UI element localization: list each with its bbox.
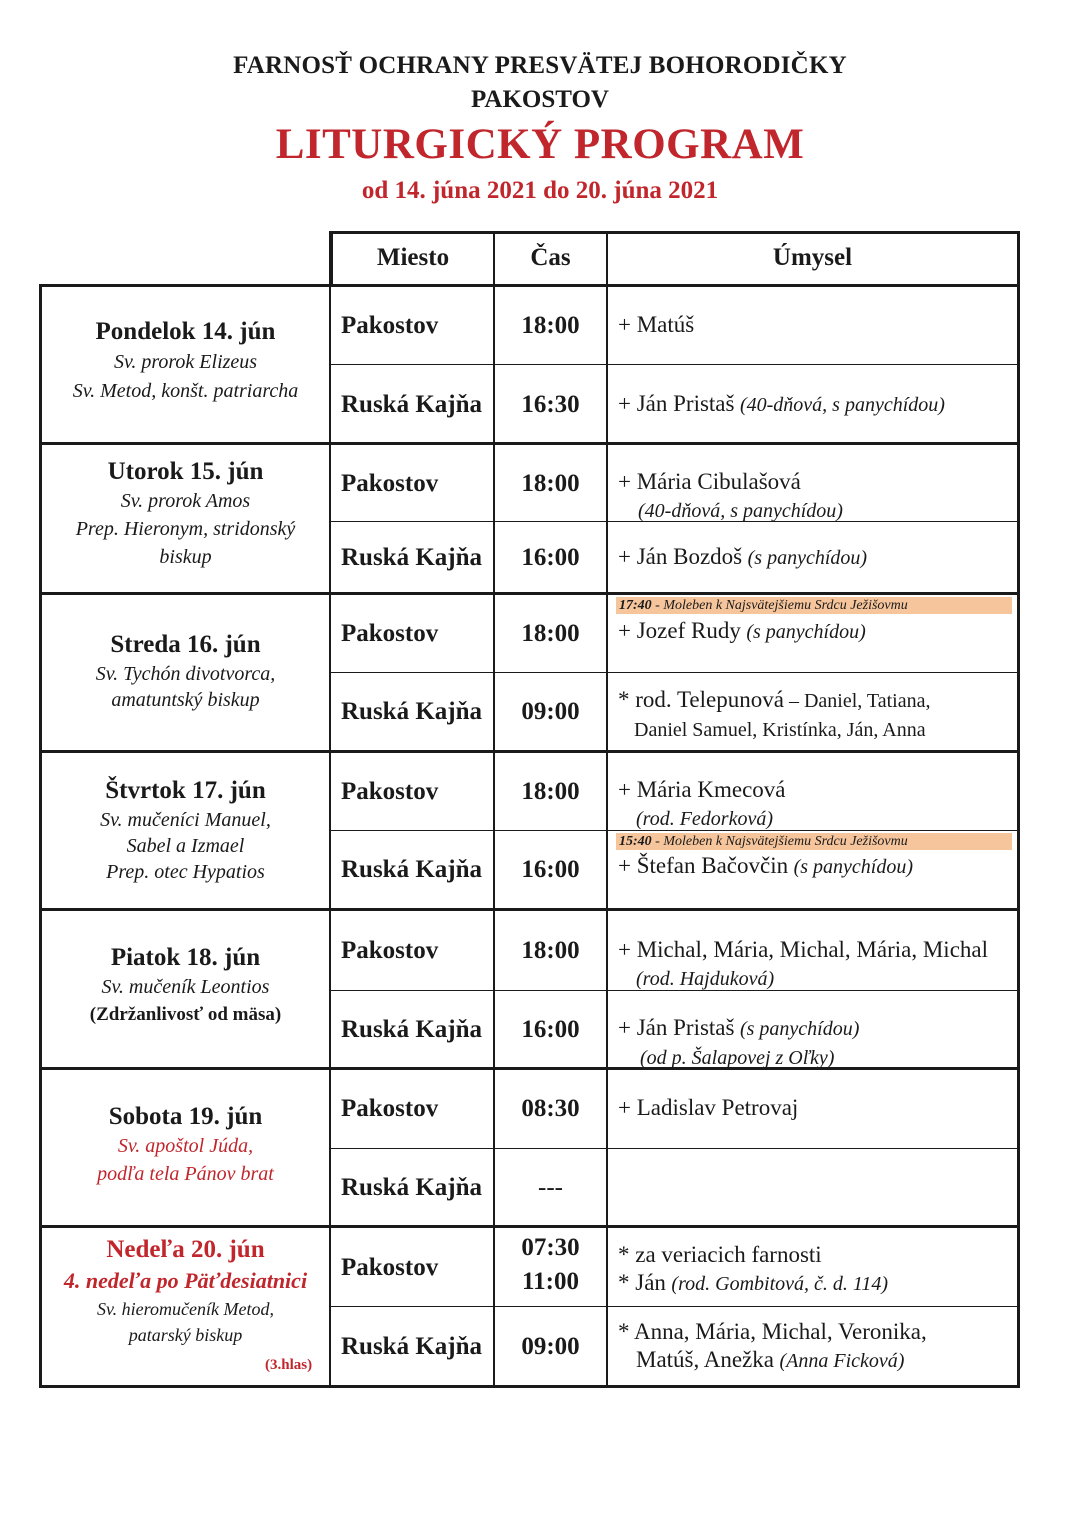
intent-text <box>608 617 866 646</box>
time-value: 18:00 <box>521 620 580 647</box>
day-cell-wednesday <box>42 631 329 713</box>
day-divider <box>39 908 1020 911</box>
time-value: 16:30 <box>521 391 580 418</box>
intent-main: * Anna, Mária, Michal, Veronika, <box>618 1319 927 1344</box>
table-border <box>39 284 1020 287</box>
intent-note: (Anna Ficková) <box>779 1350 905 1372</box>
intent-main: + Ján Pristaš <box>618 1015 735 1040</box>
intent-main: * za veriacich farnosti <box>618 1242 822 1267</box>
column-header-intent: Úmysel <box>772 244 853 271</box>
time-value: 16:00 <box>521 856 580 883</box>
intent-text <box>608 311 694 339</box>
day-cell-saturday <box>42 1103 329 1187</box>
time-value: 18:00 <box>521 312 580 339</box>
tone-label: (3.hlas) <box>265 1357 313 1373</box>
day-name: Pondelok 14. jún <box>95 318 276 345</box>
moleben-highlight <box>616 597 1012 614</box>
place-label: Ruská Kajňa <box>341 1016 483 1043</box>
row-divider <box>330 1306 1020 1307</box>
day-divider <box>39 1067 1020 1070</box>
column-header-place: Miesto <box>376 244 450 271</box>
place-label: Pakostov <box>341 620 439 647</box>
intent-note: (s panychídou) <box>746 621 866 643</box>
day-divider <box>39 592 1020 595</box>
intent-main: + Matúš <box>618 312 695 337</box>
table-border <box>330 231 1020 234</box>
intent-note: (od p. Šalapovej z Oľky) <box>640 1047 835 1069</box>
fasting-note: (Zdržanlivosť od mäsa) <box>89 1004 282 1025</box>
intent-note: (40-dňová, s panychídou) <box>739 394 945 416</box>
moleben-text: - Moleben k Najsvätejšiemu Srdcu Ježišovmu <box>651 834 908 849</box>
day-name: Štvrtok 17. jún <box>105 777 266 804</box>
intent-note: (s panychídou) <box>747 547 868 569</box>
intent-text <box>608 936 988 993</box>
intent-main: + Ján Pristaš <box>618 391 735 416</box>
feast-line: Sv. apoštol Júda, <box>117 1135 254 1157</box>
place-label: Pakostov <box>341 470 439 497</box>
intent-note: (s panychídou) <box>739 1018 860 1040</box>
place-label: Pakostov <box>341 937 439 964</box>
time-value: 07:30 <box>521 1234 580 1261</box>
day-cell-tuesday <box>42 458 329 570</box>
moleben-time: 17:40 <box>619 598 652 613</box>
table-border <box>39 1385 1020 1388</box>
day-divider <box>39 442 1020 445</box>
table-border <box>1017 231 1020 1388</box>
intent-note: (rod. Hajduková) <box>636 968 775 990</box>
intent-text <box>608 543 867 572</box>
sunday-title: 4. nedeľa po Päťdesiatnici <box>63 1268 308 1293</box>
moleben-highlight <box>616 833 1012 850</box>
intent-main: + Mária Cibulašová <box>618 469 801 494</box>
feast-line: Sv. prorok Elizeus <box>113 351 258 373</box>
intent-names: – Daniel, Tatiana, <box>783 690 931 712</box>
intent-main: + Jozef Rudy <box>618 618 741 643</box>
row-divider <box>330 1148 1020 1149</box>
place-label: Ruská Kajňa <box>341 856 483 883</box>
day-cell-monday <box>42 318 329 404</box>
intent-text <box>608 468 843 525</box>
date-range: od 14. júna 2021 do 20. júna 2021 <box>361 177 719 204</box>
intent-main: Matúš, Anežka <box>636 1347 774 1372</box>
place-label: Ruská Kajňa <box>341 1174 483 1201</box>
feast-line: biskup <box>159 546 212 568</box>
intent-main: + Ján Bozdoš <box>618 544 743 569</box>
feast-line: Prep. Hieronym, stridonský <box>75 518 296 540</box>
intent-text <box>608 852 913 881</box>
feast-line: Sv. Metod, konšt. patriarcha <box>72 380 299 402</box>
feast-line: Sabel a Izmael <box>126 835 245 857</box>
intent-text <box>608 1241 888 1298</box>
intent-main: + Ladislav Petrovaj <box>618 1095 799 1120</box>
day-name: Nedeľa 20. jún <box>106 1236 265 1263</box>
intent-text <box>608 1318 927 1375</box>
intent-note: (s panychídou) <box>793 856 914 878</box>
time-value: 16:00 <box>521 544 580 571</box>
time-value: 18:00 <box>521 778 580 805</box>
day-name: Sobota 19. jún <box>108 1103 263 1130</box>
intent-note: (rod. Gombitová, č. d. 114) <box>671 1273 889 1295</box>
time-value: 09:00 <box>521 698 580 725</box>
village-name: PAKOSTOV <box>471 86 609 113</box>
day-divider <box>39 1225 1020 1228</box>
place-label: Pakostov <box>341 312 439 339</box>
day-name: Utorok 15. jún <box>107 458 264 485</box>
intent-text <box>608 390 945 419</box>
day-name: Piatok 18. jún <box>110 944 261 971</box>
intent-main: * Ján <box>618 1270 666 1295</box>
intent-main: + Michal, Mária, Michal, Mária, Michal <box>618 937 988 962</box>
intent-main: + Štefan Bačovčin <box>618 853 789 878</box>
moleben-time: 15:40 <box>619 834 652 849</box>
day-cell-thursday <box>42 777 329 885</box>
row-divider <box>330 672 1020 673</box>
parish-name: FARNOSŤ OCHRANY PRESVÄTEJ BOHORODIČKY <box>233 52 847 79</box>
intent-note: (rod. Fedorková) <box>636 808 773 830</box>
place-label: Ruská Kajňa <box>341 698 483 725</box>
time-value: 16:00 <box>521 1016 580 1043</box>
intent-text <box>608 686 930 744</box>
place-label: Ruská Kajňa <box>341 1333 483 1360</box>
feast-line: Prep. otec Hypatios <box>106 861 265 883</box>
time-value: 08:30 <box>521 1095 580 1122</box>
day-divider <box>39 750 1020 753</box>
place-label: Ruská Kajňa <box>341 544 483 571</box>
place-label: Pakostov <box>341 1254 439 1281</box>
intent-text <box>608 776 786 833</box>
intent-note: (40-dňová, s panychídou) <box>638 500 843 522</box>
time-value: 18:00 <box>521 937 580 964</box>
feast-line: patarský biskup <box>128 1325 243 1345</box>
intent-main: + Mária Kmecová <box>618 777 786 802</box>
intent-main: * rod. Telepunová <box>618 687 784 712</box>
intent-text <box>608 1014 859 1072</box>
time-value: 18:00 <box>521 470 580 497</box>
feast-line: Sv. hieromučeník Metod, <box>97 1299 274 1319</box>
feast-line: Sv. mučeník Leontios <box>101 976 270 998</box>
day-name: Streda 16. jún <box>110 631 261 658</box>
time-value: 09:00 <box>521 1333 580 1360</box>
page-title: LITURGICKÝ PROGRAM <box>275 121 805 168</box>
time-value: 11:00 <box>522 1268 579 1295</box>
feast-line: Sv. mučeníci Manuel, <box>100 809 271 831</box>
place-label: Pakostov <box>341 778 439 805</box>
time-value: --- <box>538 1174 563 1201</box>
feast-line: amatuntský biskup <box>111 689 260 711</box>
day-cell-friday <box>42 944 329 1028</box>
feast-line: Sv. prorok Amos <box>120 490 251 512</box>
moleben-text: - Moleben k Najsvätejšiemu Srdcu Ježišovmu <box>651 598 908 613</box>
day-cell-sunday <box>42 1236 329 1348</box>
column-header-time: Čas <box>530 244 571 271</box>
feast-line: podľa tela Pánov brat <box>97 1163 274 1185</box>
feast-line: Sv. Tychón divotvorca, <box>95 663 276 685</box>
place-label: Ruská Kajňa <box>341 391 483 418</box>
row-divider <box>330 364 1020 365</box>
intent-text <box>608 1094 798 1122</box>
place-label: Pakostov <box>341 1095 439 1122</box>
intent-names: Daniel Samuel, Kristínka, Ján, Anna <box>634 719 926 741</box>
